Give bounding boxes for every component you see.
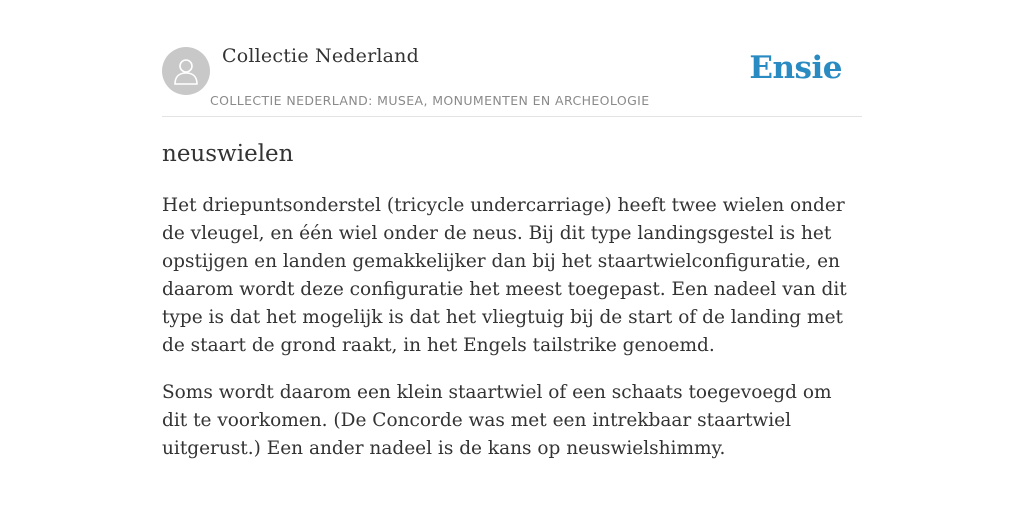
source-avatar[interactable] <box>162 47 210 95</box>
entry-body <box>162 192 862 482</box>
entry-paragraph: Het driepuntsonderstel (tricycle undercarriage) heeft twee wielen onder de vleugel, en één wiel onder de neus. Bij dit type landingsgestel is het opstijgen en landen gemakkelijker dan bij het staartwielconfiguratie, en daarom wordt deze configuratie het meest toegepast. Een nadeel van dit type is dat het mogelijk is dat het vliegtuig bij de start of de landing met de staart de grond raakt, in het Engels tailstrike genoemd. <box>162 195 847 356</box>
entry-card <box>162 0 862 459</box>
user-icon <box>173 57 199 85</box>
source-header <box>162 0 862 117</box>
entry-title: neuswielen <box>162 141 294 167</box>
source-name[interactable]: Collectie Nederland <box>222 45 419 67</box>
entry-paragraph: Soms wordt daarom een klein staartwiel of een schaats toegevoegd om dit te voorkomen. (De Concorde was met een intrekbaar staartwiel uitgerust.) Een ander nadeel is de kans op neuswielshimmy. <box>162 382 832 459</box>
source-subtitle: COLLECTIE NEDERLAND: MUSEA, MONUMENTEN EN ARCHEOLOGIE <box>210 93 650 108</box>
ensie-logo[interactable]: Ensie <box>749 50 842 86</box>
